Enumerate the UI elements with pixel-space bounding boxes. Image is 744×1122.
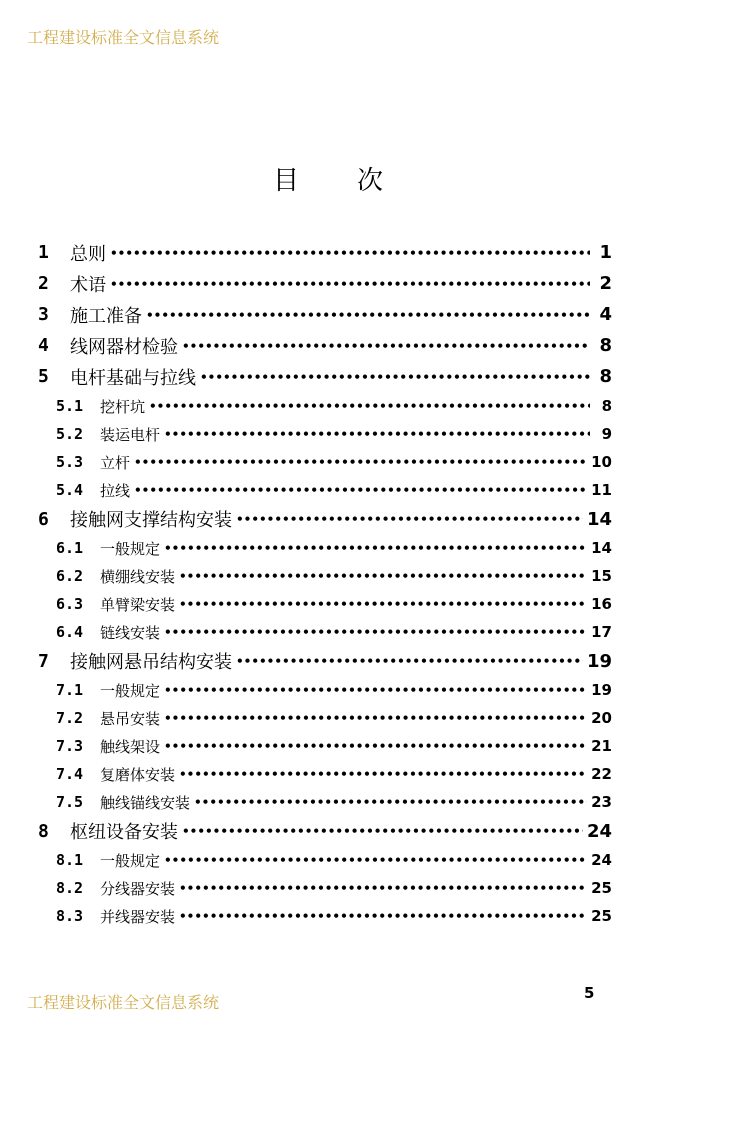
toc-number: 5.1 xyxy=(56,397,84,415)
toc-entry[interactable] xyxy=(38,846,612,874)
toc-page: 14 xyxy=(586,508,612,530)
toc-text: 一般规定 xyxy=(100,681,161,700)
toc-entry[interactable] xyxy=(38,268,612,299)
leader-dots xyxy=(164,427,590,441)
toc-entry[interactable] xyxy=(38,476,612,504)
toc-entry[interactable] xyxy=(38,732,612,760)
leader-dots xyxy=(194,795,587,809)
toc-entry[interactable] xyxy=(38,448,612,476)
toc-text: 复磨体安装 xyxy=(100,765,176,784)
toc-page: 1 xyxy=(599,242,612,263)
leader-dots xyxy=(164,853,587,867)
toc-page: 14 xyxy=(591,539,612,557)
toc-entry[interactable] xyxy=(38,704,612,732)
toc-number: 7.5 xyxy=(56,793,84,811)
toc-number: 6.1 xyxy=(56,539,84,557)
leader-dots xyxy=(179,597,587,611)
toc-text: 施工准备 xyxy=(70,305,142,327)
toc-entry[interactable] xyxy=(38,590,612,618)
leader-dots xyxy=(179,569,587,583)
leader-dots xyxy=(110,277,590,291)
toc-number: 5.3 xyxy=(56,453,84,471)
leader-dots xyxy=(179,881,587,895)
leader-dots xyxy=(134,483,587,497)
toc-page: 22 xyxy=(591,765,612,783)
leader-dots xyxy=(200,370,590,384)
toc-page: 21 xyxy=(591,737,612,755)
toc-entry[interactable] xyxy=(38,618,612,646)
leader-dots xyxy=(236,654,583,668)
toc-text: 电杆基础与拉线 xyxy=(70,367,196,389)
toc-text: 并线器安装 xyxy=(100,907,176,926)
toc-entry[interactable] xyxy=(38,330,612,361)
table-of-contents xyxy=(38,237,612,930)
toc-number: 5.4 xyxy=(56,481,84,499)
toc-page: 19 xyxy=(586,650,612,672)
toc-text: 单臂梁安装 xyxy=(100,595,176,614)
leader-dots xyxy=(164,739,587,753)
toc-entry[interactable] xyxy=(38,816,612,846)
toc-page: 24 xyxy=(586,820,612,842)
title-char: 次 xyxy=(356,166,383,196)
watermark-bottom: 工程建设标准全文信息系统 xyxy=(27,993,220,1012)
toc-entry[interactable] xyxy=(38,788,612,816)
toc-page: 4 xyxy=(599,304,612,325)
leader-dots xyxy=(164,625,587,639)
toc-text: 触线架设 xyxy=(100,737,161,756)
toc-number: 3 xyxy=(38,304,49,325)
toc-number: 6.2 xyxy=(56,567,84,585)
toc-text: 横绷线安装 xyxy=(100,567,176,586)
toc-number: 7.1 xyxy=(56,681,84,699)
toc-number: 5.2 xyxy=(56,425,84,443)
toc-page: 25 xyxy=(591,907,612,925)
toc-entry[interactable] xyxy=(38,676,612,704)
leader-dots xyxy=(182,824,583,838)
leader-dots xyxy=(179,909,587,923)
toc-text: 装运电杆 xyxy=(100,425,161,444)
toc-text: 线网器材检验 xyxy=(70,336,178,358)
toc-page: 16 xyxy=(591,595,612,613)
toc-number: 8.1 xyxy=(56,851,84,869)
toc-text: 挖杆坑 xyxy=(100,397,146,416)
toc-text: 一般规定 xyxy=(100,851,161,870)
leader-dots xyxy=(146,308,590,322)
toc-number: 4 xyxy=(38,335,49,356)
toc-number: 6.4 xyxy=(56,623,84,641)
toc-entry[interactable] xyxy=(38,646,612,676)
toc-number: 8 xyxy=(38,820,49,842)
toc-page: 8 xyxy=(599,366,612,387)
toc-entry[interactable] xyxy=(38,760,612,788)
leader-dots xyxy=(164,711,587,725)
leader-dots xyxy=(179,767,587,781)
toc-text: 接触网支撑结构安装 xyxy=(70,510,232,531)
toc-text: 术语 xyxy=(70,274,106,296)
toc-page: 25 xyxy=(591,879,612,897)
toc-number: 7.4 xyxy=(56,765,84,783)
toc-number: 7.2 xyxy=(56,709,84,727)
toc-text: 枢纽设备安装 xyxy=(70,822,178,843)
toc-number: 2 xyxy=(38,273,49,294)
toc-number: 7.3 xyxy=(56,737,84,755)
toc-entry[interactable] xyxy=(38,361,612,392)
toc-entry[interactable] xyxy=(38,562,612,590)
toc-page: 11 xyxy=(591,481,612,499)
toc-text: 总则 xyxy=(70,243,106,265)
toc-entry[interactable] xyxy=(38,299,612,330)
page-number: 5 xyxy=(584,984,595,1002)
toc-page: 20 xyxy=(591,709,612,727)
toc-text: 触线锚线安装 xyxy=(100,793,191,812)
toc-text: 拉线 xyxy=(100,481,131,500)
toc-entry[interactable] xyxy=(38,902,612,930)
toc-number: 8.2 xyxy=(56,879,84,897)
toc-number: 5 xyxy=(38,366,49,387)
toc-entry[interactable] xyxy=(38,420,612,448)
toc-text: 接触网悬吊结构安装 xyxy=(70,652,232,673)
toc-page: 24 xyxy=(591,851,612,869)
toc-entry[interactable] xyxy=(38,392,612,420)
toc-number: 8.3 xyxy=(56,907,84,925)
toc-entry[interactable] xyxy=(38,237,612,268)
toc-number: 1 xyxy=(38,242,49,263)
leader-dots xyxy=(164,683,587,697)
toc-entry[interactable] xyxy=(38,874,612,902)
toc-page: 19 xyxy=(591,681,612,699)
leader-dots xyxy=(110,246,590,260)
toc-text: 立杆 xyxy=(100,453,131,472)
toc-entry[interactable] xyxy=(38,534,612,562)
leader-dots xyxy=(164,541,587,555)
toc-number: 7 xyxy=(38,650,49,672)
toc-page: 2 xyxy=(599,273,612,294)
leader-dots xyxy=(236,512,583,526)
toc-number: 6 xyxy=(38,508,49,530)
toc-text: 悬吊安装 xyxy=(100,709,161,728)
leader-dots xyxy=(149,399,590,413)
toc-number: 6.3 xyxy=(56,595,84,613)
toc-page: 17 xyxy=(591,623,612,641)
toc-text: 链线安装 xyxy=(100,623,161,642)
toc-page: 8 xyxy=(599,335,612,356)
toc-page: 23 xyxy=(591,793,612,811)
toc-entry[interactable] xyxy=(38,504,612,534)
toc-title xyxy=(273,160,383,197)
toc-page: 8 xyxy=(601,397,612,415)
toc-page: 9 xyxy=(601,425,612,443)
leader-dots xyxy=(182,339,590,353)
toc-page: 10 xyxy=(591,453,612,471)
leader-dots xyxy=(134,455,587,469)
toc-text: 分线器安装 xyxy=(100,879,176,898)
title-char: 目 xyxy=(273,166,300,196)
watermark-top: 工程建设标准全文信息系统 xyxy=(27,28,220,47)
toc-page: 15 xyxy=(591,567,612,585)
toc-text: 一般规定 xyxy=(100,539,161,558)
